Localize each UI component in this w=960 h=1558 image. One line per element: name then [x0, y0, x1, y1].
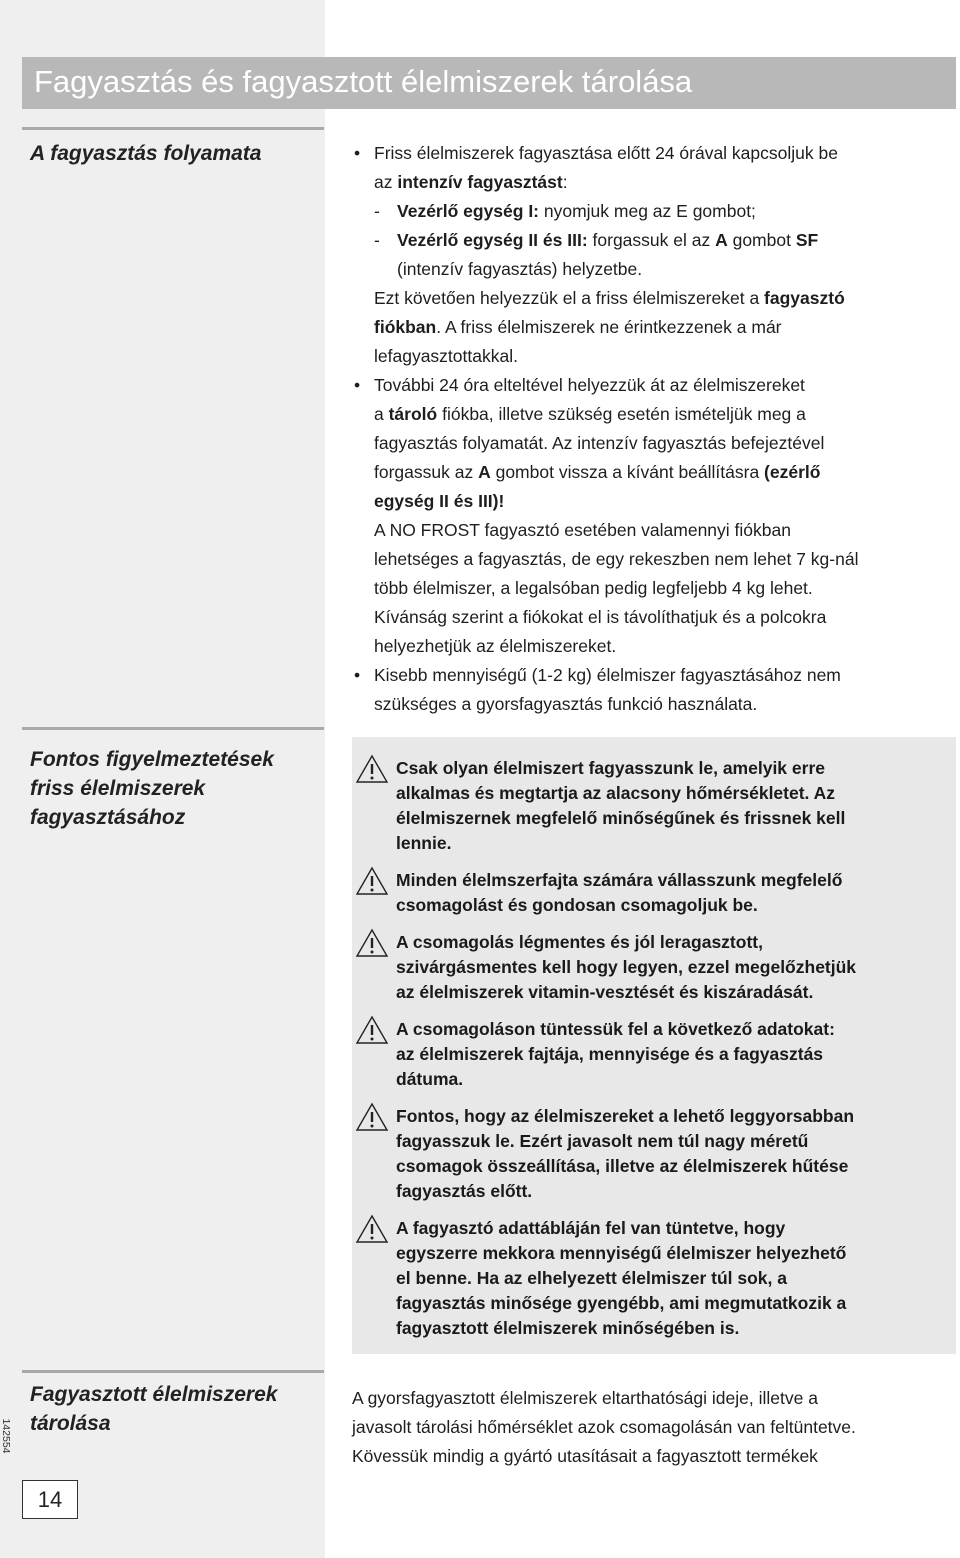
document-id: 142554: [0, 1418, 12, 1454]
bullet-intensive-freeze: • Friss élelmiszerek fagyasztása előtt 24 órával kapcsoljuk be az intenzív fagyasztást:: [352, 139, 956, 197]
step-control-unit-2-3: - Vezérlő egység II és III: forgassuk el az A gombot SF: [374, 230, 819, 250]
warning-triangle-icon: [355, 866, 389, 896]
warning-triangle-icon: [355, 928, 389, 958]
warning-item: A fagyasztó adattábláján fel van tüntetve, hogy egyszerre mekkora mennyiségű élelmiszer helyezhető el benne. Ha az elhelyezett élelmiszer túl sok, a fagyasztás minősége gyengébb, ami megmutatkozik a fagyasztott élelmiszerek minőségében is.: [352, 1216, 948, 1341]
storage-body: A gyorsfagyasztott élelmiszerek eltarthatósági ideje, illetve a javasolt tárolási hőmérséklet azok csomagolásán van feltüntetve. Kövessük mindig a gyártó utasításait a fagyasztott termékek: [352, 1388, 856, 1466]
heading-frozen-storage: Fagyasztott élelmiszerek tárolása: [30, 1383, 278, 1435]
warning-item: A csomagolás légmentes és jól leragasztott, szivárgásmentes kell hogy legyen, ezzel megelőzhetjük az élelmiszerek vitamin-vesztését és kiszáradását.: [352, 930, 948, 1005]
warnings-box: [352, 737, 956, 1354]
warning-item: Fontos, hogy az élelmiszereket a lehető leggyorsabban fagyasszuk le. Ezért javasolt nem túl nagy méretű csomagok összeállítása, illetve az élelmiszerek hűtése fagyasztás előtt.: [352, 1104, 948, 1204]
paragraph-place-food: Ezt követően helyezzük el a friss élelmiszereket a fagyasztó fiókban. A friss élelmiszerek ne érintkezzenek a már lefagyasztottakkal.: [374, 288, 845, 366]
heading-important-warnings: Fontos figyelmeztetések friss élelmiszerek fagyasztásához: [30, 748, 274, 829]
bullet-after-24h: • További 24 óra elteltével helyezzük át az élelmiszereket a tároló fiókba, illetve szükség esetén ismételjük meg a fagyasztás folyamatát. Az intenzív fagyasztás befejeztével forgassuk az A gombot vissza a kívánt beállításra (ezérlő egység II és III)! A NO FROST fagyasztó esetében valamennyi fiókban lehetséges a fagyasztás, de egy rekeszben nem lehet 7 kg-nál több élelmiszer, a legalsóban pedig legfeljebb 4 kg lehet. Kívánság szerint a fiókokat el is távolíthatjuk és a polcokra helyezhetjük az élelmiszereket.: [352, 371, 956, 661]
warning-item: Minden élelmszerfajta számára vállasszunk megfelelő csomagolást és gondosan csomagoljuk be.: [352, 868, 948, 918]
warning-triangle-icon: [355, 1102, 389, 1132]
warning-triangle-icon: [355, 1214, 389, 1244]
warning-item: A csomagoláson tüntessük fel a következő adatokat: az élelmiszerek fajtája, mennyisége és a fagyasztás dátuma.: [352, 1017, 948, 1092]
section-rule-freezing: [22, 127, 324, 130]
warning-item: Csak olyan élelmiszert fagyasszunk le, amelyik erre alkalmas és megtartja az alacsony hőmérsékletet. Az élelmiszernek megfelelő minőségűnek és frissnek kell lennie.: [352, 756, 948, 856]
bullet-small-quantity: • Kisebb mennyiségű (1-2 kg) élelmiszer fagyasztásához nem szükséges a gyorsfagyasztás funkció használata.: [352, 661, 956, 719]
section-rule-warnings: [22, 727, 324, 730]
page-title: Fagyasztás és fagyasztott élelmiszerek tárolása: [22, 57, 956, 109]
warning-triangle-icon: [355, 754, 389, 784]
freezing-process-body: • Friss élelmiszerek fagyasztása előtt 24 órával kapcsoljuk be az intenzív fagyasztást: - Vezérlő egység I: nyomjuk meg az E gombot; - Vezérlő egység II és III: forgassuk el az A gombot SF (intenzív fagyasztás) helyzetbe. Ezt követően helyezzük el a friss élelmiszereket a fagyasztó fiókban. A friss élelmiszerek ne érintkezzenek a már lefagyasztottakkal. • További 24 óra elteltével helyezzük át az élelmiszereket a tároló fiókba, illetve szükség esetén ismételjük meg a fagyasztás folyamatát. Az intenzív fagyasztás befejeztével forgassuk az A gombot vissza a kívánt beállításra (ezérlő egység II és III)! A NO FROST fagyasztó esetében valamennyi fiókban lehetséges a fagyasztás, de egy rekeszben nem lehet 7 kg-nál több élelmiszer, a legalsóban pedig legfeljebb 4 kg lehet. Kívánság szerint a fiókokat el is távolíthatjuk és a polcokra helyezhetjük az élelmiszereket. • Kisebb mennyiségű (1-2 kg) élelmiszer fagyasztásához nem szükséges a gyorsfagyasztás funkció használata.: [352, 139, 956, 719]
heading-freezing-process: A fagyasztás folyamata: [30, 142, 262, 165]
page-number: 14: [22, 1480, 78, 1519]
section-rule-storage: [22, 1370, 324, 1373]
warning-triangle-icon: [355, 1015, 389, 1045]
step-control-unit-1: - Vezérlő egység I: nyomjuk meg az E gombot;: [374, 201, 756, 221]
